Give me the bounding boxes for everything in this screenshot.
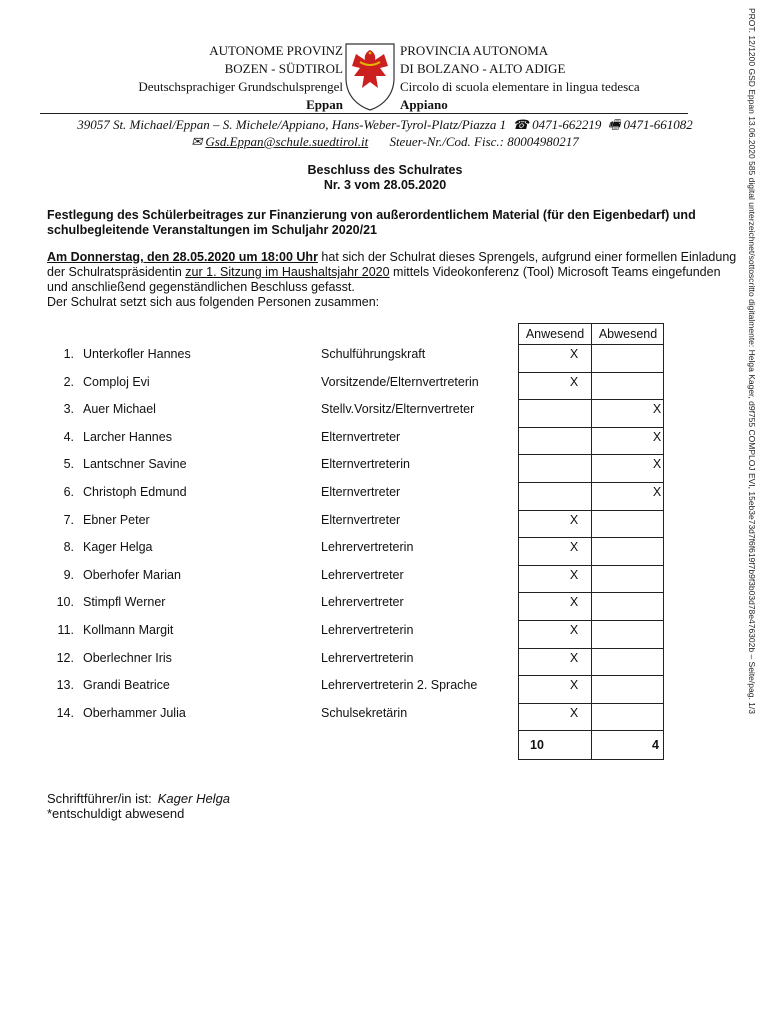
member-name: Stimpfl Werner [83, 595, 166, 609]
email-icon: ✉ [191, 134, 203, 149]
member-name: Lantschner Savine [83, 457, 187, 471]
school-circle-it: Circolo di scuola elementare in lingua tedesca [400, 79, 640, 94]
member-name: Oberhofer Marian [83, 568, 181, 582]
member-number: 3. [63, 402, 74, 416]
secretary-label: Schriftführer/in ist: [47, 791, 152, 806]
member-role: Elternvertreterin [321, 457, 410, 471]
member-name: Grandi Beatrice [83, 678, 170, 692]
present-mark: X [569, 540, 579, 554]
member-role: Lehrervertreter [321, 568, 404, 582]
table-row-line [519, 592, 663, 593]
contact-line [0, 133, 770, 151]
province-region-de: BOZEN - SÜDTIROL [224, 61, 343, 76]
member-name: Christoph Edmund [83, 485, 187, 499]
member-number: 7. [63, 513, 74, 527]
member-number: 8. [63, 540, 74, 554]
present-mark: X [569, 568, 579, 582]
town-it: Appiano [400, 97, 448, 112]
member-role: Lehrervertreterin [321, 623, 414, 637]
table-row-line [519, 399, 663, 400]
absent-mark: X [652, 430, 662, 444]
member-name: Kollmann Margit [83, 623, 174, 637]
member-role: Lehrervertreter [321, 595, 404, 609]
header-absent: Abwesend [598, 327, 658, 341]
member-role: Elternvertreter [321, 485, 401, 499]
attendance-table [518, 323, 664, 760]
present-mark: X [569, 595, 579, 609]
digital-signature-stamp: PROT. 12/1200 GSD Eppan 13.06.2020 585 digital unterzeichnet/sottoscritto digitalmente: Helga Kager, d9f755 COMPLOJ EVI, 15eb3e73d7f6f619f7b9f3b03d78e476302b – Seite/pag. 1/3 [747, 8, 757, 714]
member-name: Oberhammer Julia [83, 706, 186, 720]
member-role: Schulsekretärin [321, 706, 408, 720]
document-number: Nr. 3 vom 28.05.2020 [323, 178, 447, 192]
table-row-line [519, 675, 663, 676]
present-mark: X [569, 623, 579, 637]
phone-number: 0471-662219 [532, 117, 602, 132]
table-column-divider [591, 324, 592, 759]
province-region-it: DI BOLZANO - ALTO ADIGE [400, 61, 566, 76]
intro-text-1: hat sich der Schulrat dieses Sprengels, aufgrund einer formellen Einladung der Schulratspräsidentin [47, 250, 737, 279]
province-name-de: AUTONOME PROVINZ [209, 43, 343, 58]
fax-icon: 🖷 [604, 117, 624, 132]
fax-number: 0471-661082 [623, 117, 693, 132]
letterhead-divider [40, 113, 688, 114]
absent-mark: X [652, 457, 662, 471]
present-mark: X [569, 651, 579, 665]
present-mark: X [569, 375, 579, 389]
member-number: 1. [63, 347, 74, 361]
table-row-line [519, 703, 663, 704]
email-link[interactable]: Gsd.Eppan@schule.suedtirol.it [205, 134, 369, 149]
present-mark: X [569, 513, 579, 527]
member-role: Elternvertreter [321, 513, 401, 527]
member-number: 2. [63, 375, 74, 389]
letterhead-italian [400, 42, 640, 114]
letterhead-german [138, 42, 343, 114]
intro-text-2: mittels Videokonferenz (Tool) Microsoft Teams eingefunden und anschließend gegenständlichen Beschluss gefasst. [47, 265, 721, 294]
table-row-line [519, 454, 663, 455]
address-text: 39057 St. Michael/Eppan – S. Michele/Appiano, Hans-Weber-Tyrol-Platz/Piazza 1 [77, 117, 507, 132]
meeting-date-time: Am Donnerstag, den 28.05.2020 um 18:00 Uhr [47, 250, 318, 264]
province-name-it: PROVINCIA AUTONOMA [400, 43, 549, 58]
table-row-line [519, 372, 663, 373]
table-row-line [519, 344, 663, 345]
document-title: Beschluss des Schulrates [307, 163, 463, 177]
member-role: Vorsitzende/Elternvertreterin [321, 375, 479, 389]
tax-number: Steuer-Nr./Cod. Fisc.: 80004980217 [389, 134, 579, 149]
table-row-line [519, 427, 663, 428]
member-name: Kager Helga [83, 540, 153, 554]
present-mark: X [569, 706, 579, 720]
member-name: Unterkofler Hannes [83, 347, 191, 361]
province-crest-icon [342, 40, 398, 112]
member-role: Lehrervertreterin [321, 651, 414, 665]
member-number: 12. [56, 651, 74, 665]
header-present: Anwesend [525, 327, 585, 341]
member-role: Schulführungskraft [321, 347, 426, 361]
school-circle-de: Deutschsprachiger Grundschulsprengel [138, 79, 343, 94]
table-row-line [519, 620, 663, 621]
absence-note: *entschuldigt abwesend [47, 806, 185, 821]
intro-text-3: Der Schulrat setzt sich aus folgenden Personen zusammen: [47, 295, 380, 309]
absent-mark: X [652, 485, 662, 499]
member-number: 4. [63, 430, 74, 444]
member-role: Stellv.Vorsitz/Elternvertreter [321, 402, 475, 416]
member-name: Oberlechner Iris [83, 651, 172, 665]
member-name: Larcher Hannes [83, 430, 172, 444]
town-de: Eppan [306, 97, 343, 112]
member-role: Elternvertreter [321, 430, 401, 444]
secretary-name: Kager Helga [157, 791, 231, 806]
present-mark: X [569, 347, 579, 361]
member-number: 11. [57, 623, 74, 637]
footer [47, 791, 230, 821]
member-number: 14. [56, 706, 74, 720]
member-name: Ebner Peter [83, 513, 150, 527]
member-number: 6. [63, 485, 74, 499]
member-name: Comploj Evi [83, 375, 150, 389]
total-present: 10 [530, 738, 544, 752]
table-row-line [519, 537, 663, 538]
intro-paragraph [47, 250, 737, 310]
member-number: 10. [56, 595, 74, 609]
member-number: 9. [63, 568, 74, 582]
present-mark: X [569, 678, 579, 692]
absent-mark: X [652, 402, 662, 416]
session-info: zur 1. Sitzung im Haushaltsjahr 2020 [185, 265, 390, 279]
table-row-line [519, 510, 663, 511]
member-number: 13. [56, 678, 74, 692]
member-role: Lehrervertreterin 2. Sprache [321, 678, 478, 692]
member-number: 5. [63, 457, 74, 471]
table-total-line [519, 730, 663, 731]
resolution-subject: Festlegung des Schülerbeitrages zur Finanzierung von außerordentlichem Material (für den Eigenbedarf) und schulbegleitende Veranstaltungen im Schuljahr 2020/21 [47, 208, 696, 237]
table-row-line [519, 482, 663, 483]
address-line [0, 116, 770, 134]
total-absent: 4 [652, 738, 659, 752]
member-name: Auer Michael [83, 402, 156, 416]
table-row-line [519, 565, 663, 566]
table-row-line [519, 648, 663, 649]
member-role: Lehrervertreterin [321, 540, 414, 554]
phone-icon: ☎ [509, 117, 533, 132]
